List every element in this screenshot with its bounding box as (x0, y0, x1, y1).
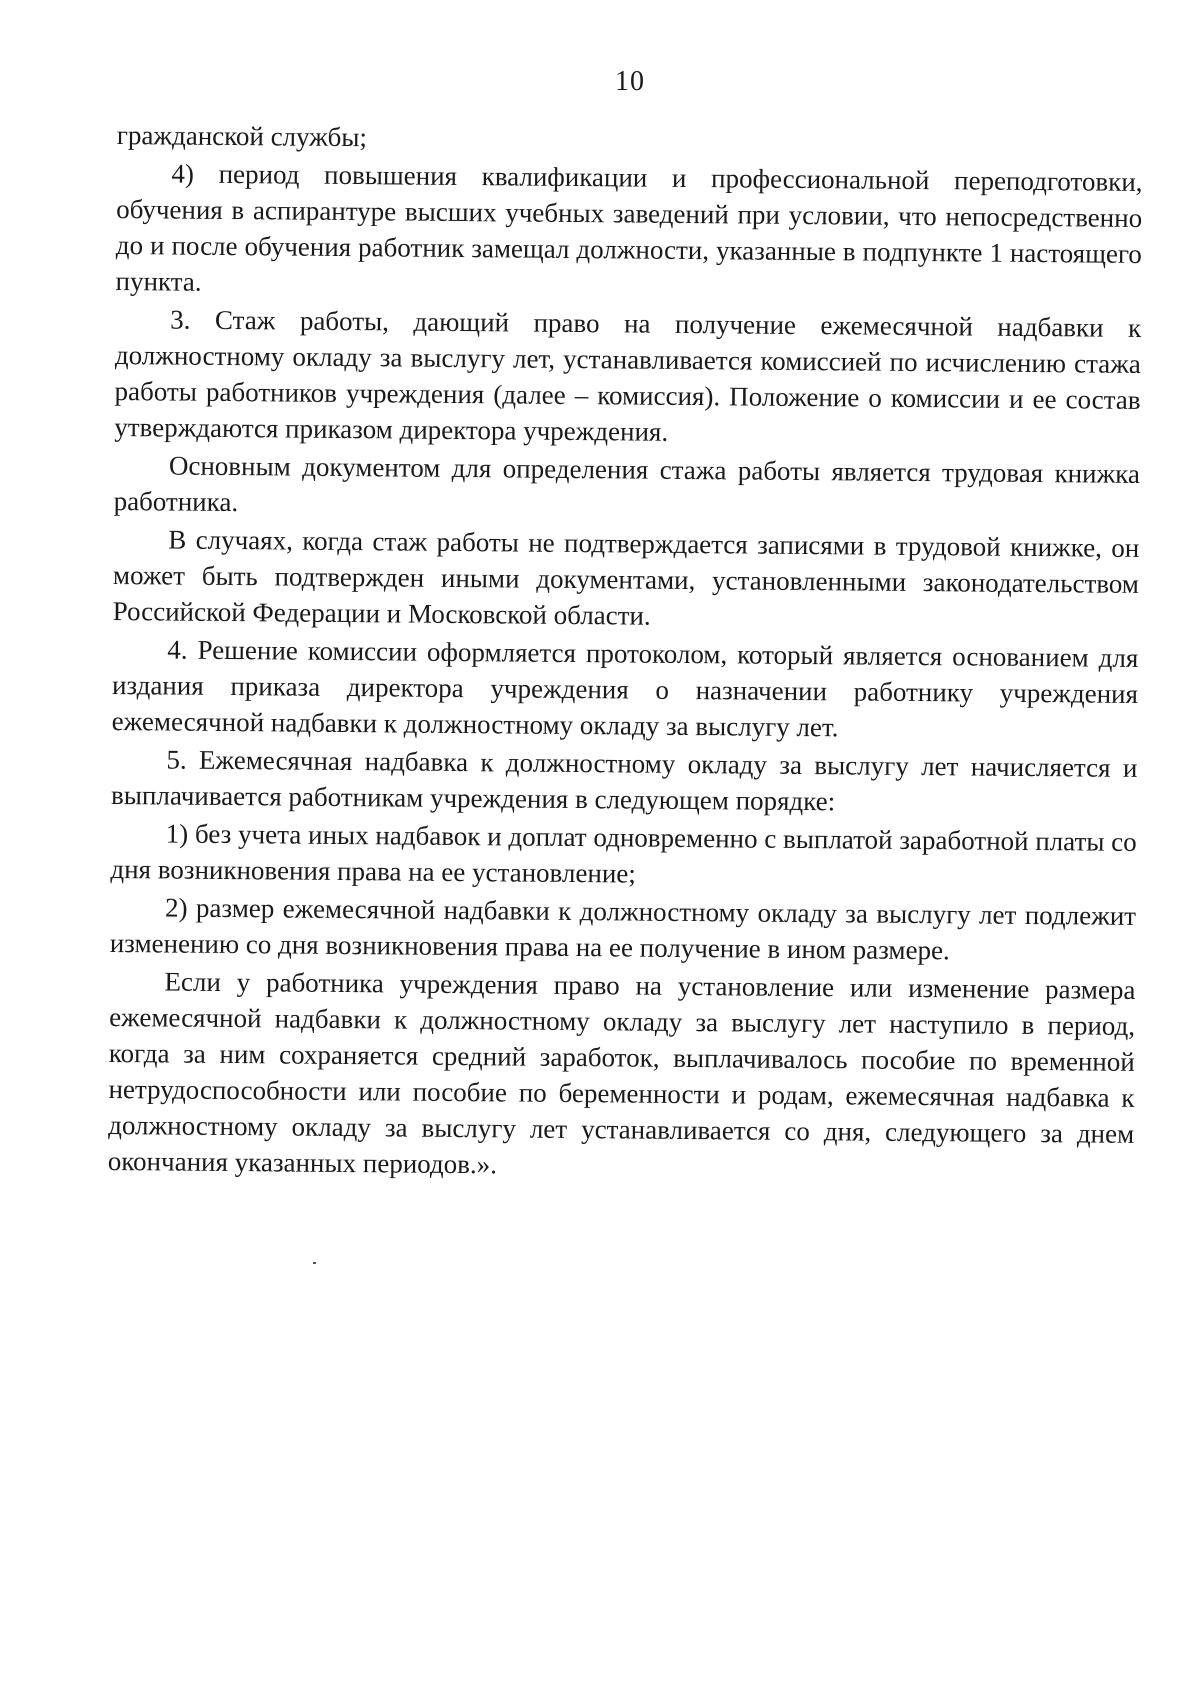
document-body (108, 117, 1143, 1190)
paragraph-item-2-change: 2) размер ежемесячной надбавки к должностному окладу за выслугу лет подлежит изменению со дня возникновения права на ее получение в ином размере. (109, 892, 1137, 966)
paragraph-3-commission: 3. Стаж работы, дающий право на получение ежемесячной надбавки к должностному окладу за выслугу лет, устанавливается комиссией по исчислению стажа работы работников учреждения (далее – комиссия). Положение о комиссии и ее состав утверждаются приказом директора учреждения. (114, 304, 1142, 447)
paragraph-other-documents: В случаях, когда стаж работы не подтверждается записями в трудовой книжке, он может быть подтвержден иными документами, установленными законодательством Российской Федерации и Московской области. (112, 524, 1140, 631)
paragraph-main-document: Основным документом для определения стажа работы является трудовая книжка работника. (113, 450, 1141, 518)
paragraph-special-periods: Если у работника учреждения право на установление или изменение размера ежемесячной надбавки к должностному окладу за выслугу лет наступило в период, когда за ним сохраняется средний заработок, выплачивалось пособие по временной нетрудоспособности или пособие по беременности и родам, ежемесячная надбавка к должностному окладу за выслугу лет устанавливается со дня, следующего за днем окончания указанных периодов.». (107, 966, 1136, 1180)
paragraph-item-1-payment: 1) без учета иных надбавок и доплат одновременно с выплатой заработной платы со дня возникновения права на ее установление; (110, 818, 1137, 889)
paragraph-continuation: гражданской службы; (116, 119, 368, 153)
scan-artifact-mark (313, 1262, 316, 1264)
paragraph-4-protocol: 4. Решение комиссии оформляется протоколом, который является основанием для издания приказа директора учреждения о назначении работнику учреждения ежемесячной надбавки к должностному окладу за выслугу лет. (111, 634, 1139, 743)
paragraph-5-payment-order: 5. Ежемесячная надбавка к должностному окладу за выслугу лет начисляется и выплачивается работникам учреждения в следующем порядке: (110, 744, 1138, 817)
page-number: 10 (615, 66, 645, 97)
paragraph-item-4-training: 4) период повышения квалификации и профессиональной переподготовки, обучения в аспирантуре высших учебных заведений при условии, что непосредственно до и после обучения работник замещал должности, указанные в подпункте 1 настоящего пункта. (115, 158, 1143, 297)
